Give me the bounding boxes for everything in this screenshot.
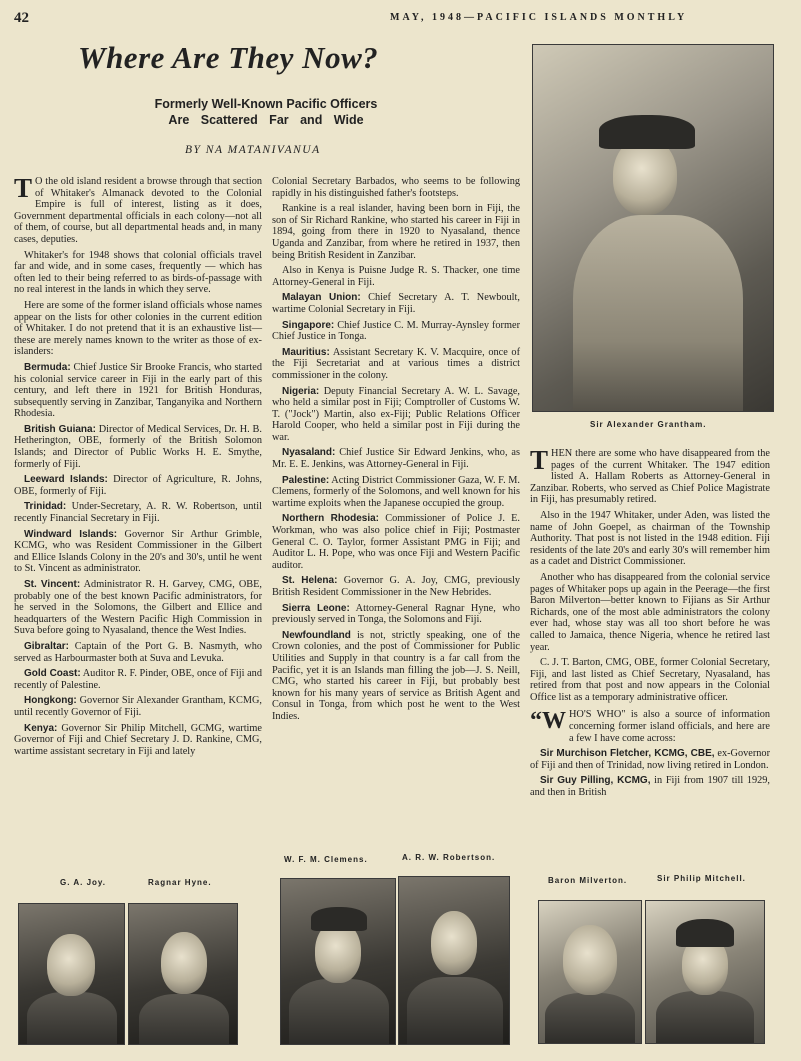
entry-british-guiana <box>14 424 262 470</box>
paragraph <box>530 709 770 744</box>
entry-text: Chief Secretary A. T. Newboult, wartime Colonial Secretary in Fiji. <box>272 292 520 315</box>
entry-trinidad <box>14 501 262 524</box>
entry-kenya <box>14 723 262 758</box>
caption-milverton: Baron Milverton. <box>548 876 628 885</box>
entry-text: Commissioner of Police J. E. Workman, who was also police chief in Fiji; Postmaster General C. O. Taylor, former Assistant PMG in Fiji; and Auditor L. H. Pope, who was once Fiji and Western Pacific auditor. <box>272 513 520 571</box>
entry-text: Chief Justice Sir Brooke Francis, who started his colonial service career in Fiji in the early part of this century, and left there in 1921 for British Honduras, subsequently serving in Zanzibar, Tanganyika and Northern Rhodesia. <box>14 361 262 420</box>
entry-nyasaland <box>272 447 520 470</box>
photo-grantham <box>532 44 774 412</box>
entry-text: Captain of the Port G. B. Nasmyth, who served as Harbourmaster both at Suva and Levuka. <box>14 640 262 664</box>
entry-sierra-leone <box>272 603 520 626</box>
entry-label: Kenya: <box>24 722 58 734</box>
photo-robertson <box>398 876 510 1045</box>
figure-body <box>407 977 503 1045</box>
photo-joy <box>18 903 125 1045</box>
entry-label: Palestine: <box>282 474 330 486</box>
photo-clemens <box>280 878 396 1045</box>
article-title: Where Are They Now? <box>78 40 379 75</box>
column-2 <box>272 176 520 727</box>
column-3 <box>530 445 771 803</box>
entry-text: in Fiji from 1907 till 1929, and then in British <box>530 775 771 799</box>
figure-head <box>161 932 207 994</box>
entry-northern-rhodesia <box>272 513 520 571</box>
entry-st-vincent <box>14 579 262 637</box>
paragraph: Colonial Secretary Barbados, who seems to be following rapidly in his distinguished father's footsteps. <box>272 176 520 199</box>
entry-text: Deputy Financial Secretary A. W. L. Savage, who held a similar post in Fiji; Comptroller of Customs W. T. ("Jock") Martin, also ex-Fiji; Public Relations Officer Harold Cooper, who held a similar post in Fiji during the war. <box>272 385 520 443</box>
entry-text: Director of Agriculture, R. Johns, OBE, formerly of Fiji. <box>14 474 263 497</box>
entry-text: Chief Justice C. M. Murray-Aynsley former Chief Justice in Tonga. <box>272 319 520 343</box>
photo-hyne <box>128 903 238 1045</box>
entry-text: Governor G. A. Joy, CMG, previously British Resident Commissioner in the New Hebrides. <box>272 575 520 598</box>
paragraph: Rankine is a real islander, having been born in Fiji, the son of Sir Richard Rankine, who started his career in Fiji in 1894, going from there in 1920 to Nyasaland, thence Uganda and Zanzibar, from where he retired in 1937, then being British Resident in Zanzibar. <box>272 203 520 261</box>
entry-text: Under-Secretary, A. R. W. Robertson, until recently Financial Secretary in Fiji. <box>14 501 262 525</box>
paragraph: Also in Kenya is Puisne Judge R. S. Thacker, one time Attorney-General in Fiji. <box>272 265 520 288</box>
figure-body <box>289 979 389 1045</box>
entry-text: Auditor R. F. Pinder, OBE, once of Fiji and recently of Palestine. <box>14 668 262 691</box>
entry-label: Leeward Islands: <box>24 474 108 486</box>
entry-label: Malayan Union: <box>282 292 361 304</box>
paragraph-text: HO'S WHO" is also a source of information concerning former island officials, and here are a few I have come across: <box>569 709 770 744</box>
entry-label: Northern Rhodesia: <box>282 513 379 525</box>
hat-shape <box>599 115 695 149</box>
entry-mauritius <box>272 347 520 382</box>
entry-text: Governor Sir Philip Mitchell, GCMG, wartime Governor of Fiji and Chief Secretary J. D. Rankine, CMG, wartime assistant secretary in Fiji and lately <box>14 722 262 757</box>
figure-body <box>545 993 635 1044</box>
caption-joy: G. A. Joy. <box>60 878 107 887</box>
entry-text: Acting District Commissioner Gaza, W. F. M. Clemens, formerly of the Solomons, and well known for his wartime exploits when the Japanese occupied the group. <box>272 474 520 509</box>
paragraph: Also in the 1947 Whitaker, under Aden, was listed the name of John Goepel, as chairman of the Township Authority. That post is not listed in the 1948 edition. Fiji residents of the late 20's and early 30's will remember him as a cadet and District Commissioner. <box>530 509 770 568</box>
entry-text: Governor Sir Alexander Grantham, KCMG, until recently Governor of Fiji. <box>14 695 262 718</box>
entry-pilling <box>530 775 770 798</box>
entry-gold-coast <box>14 668 262 691</box>
figure-body <box>139 994 229 1045</box>
entry-label: St. Helena: <box>282 575 338 587</box>
entry-text: ex-Governor of Fiji and then of Trinidad, now living retired in London. <box>530 748 771 771</box>
drop-cap: T <box>530 445 549 475</box>
entry-text: is not, strictly speaking, one of the Crown colonies, and the post of Commissioner for Public Utilities and Supply in that country is a far call from the Pacific, yet it is an Islands man filling the job—J. S. Neill, CMG, who started his career in Fiji, but probably best known for his many years of service as British Agent and Consul in Tonga, from which post he went to the West Indies. <box>272 629 520 722</box>
running-header: MAY, 1948—PACIFIC ISLANDS MONTHLY <box>390 12 688 23</box>
entry-text: Chief Justice Sir Edward Jenkins, who, as Mr. E. E. Jenkins, was Attorney-General in Fiji. <box>272 447 520 471</box>
paragraph-text: HEN there are some who have disappeared from the pages of the current Whitaker. The 1947 edition listed A. Hallam Roberts as Attorney-General in Zanzibar. Roberts, who served as Chief Police Magistrate in Fiji, has presumably retired. <box>530 448 770 506</box>
figure-body <box>656 991 754 1044</box>
page-number: 42 <box>14 10 29 26</box>
caption-hyne: Ragnar Hyne. <box>148 878 212 887</box>
entry-label: Nigeria: <box>282 385 320 397</box>
caption-robertson: A. R. W. Robertson. <box>402 853 496 862</box>
paragraph: Here are some of the former island officials whose names appear on the lists for other colonies in the current edition of Whitaker. I do not pretend that it is an exhaustive list—these are merely names known to the writer as those of ex-islanders: <box>14 299 262 358</box>
entry-st-helena <box>272 575 520 598</box>
paragraph: C. J. T. Barton, CMG, OBE, former Colonial Secretary, Fiji, and last listed as Chief Secretary, Nyasaland, has retired from that post and now appears in the Colonial Office list as a temporary administrative officer. <box>530 657 770 703</box>
entry-label: Windward Islands: <box>24 528 118 540</box>
entry-label: Gibraltar: <box>24 640 70 652</box>
subtitle-line-2: Are Scattered Far and Wide <box>168 113 364 127</box>
entry-label: Gold Coast: <box>24 668 81 680</box>
photo-mitchell <box>645 900 765 1044</box>
entry-text: Attorney-General Ragnar Hyne, who previously served in Tonga, the Solomons and Fiji. <box>272 602 520 626</box>
entry-label: Mauritius: <box>282 346 330 358</box>
entry-label: Trinidad: <box>24 501 67 513</box>
paragraph: Whitaker's for 1948 shows that colonial officials travel far and wide, and in some cases, frequently — which has often led to their being referred to as birds-of-passage with no real interest in the lands in which they serve. <box>14 249 262 296</box>
entry-bermuda <box>14 362 262 420</box>
drop-cap: T <box>14 173 33 203</box>
entry-label: Nyasaland: <box>282 447 336 459</box>
cap-shape <box>311 907 367 931</box>
entry-nigeria <box>272 386 520 444</box>
entry-windward-islands <box>14 529 262 575</box>
figure-body <box>27 992 117 1045</box>
entry-leeward-islands <box>14 474 262 497</box>
entry-label: Hongkong: <box>24 695 77 707</box>
article-subtitle <box>126 96 406 128</box>
drop-cap: “W <box>530 708 566 735</box>
entry-malayan-union <box>272 292 520 315</box>
cap-shape <box>676 919 734 947</box>
figure-head <box>563 925 617 995</box>
entry-text: Director of Medical Services, Dr. H. B. Hetherington, OBE, formerly of the British Solomon Islands; and Director of Public Works H. E. Smythe, formerly of Fiji. <box>14 423 262 470</box>
column-1 <box>14 173 263 761</box>
entry-gibraltar <box>14 641 262 664</box>
entry-label: Newfoundland <box>282 629 351 641</box>
paragraph <box>530 445 770 506</box>
paragraph <box>14 173 262 246</box>
photo-milverton <box>538 900 642 1044</box>
entry-newfoundland <box>272 630 520 723</box>
entry-label: St. Vincent: <box>24 579 81 590</box>
figure-head <box>47 934 95 996</box>
paragraph-text: O the old island resident a browse through that section of Whitaker's Almanack devoted to the Colonial Empire is full of interest, listing as it does, Government departmental officials in each colony—not all of them, of course, but all departmental heads and, in many cases, deputies. <box>14 176 262 245</box>
caption-grantham: Sir Alexander Grantham. <box>590 420 707 429</box>
figure-head <box>431 911 477 975</box>
caption-clemens: W. F. M. Clemens. <box>284 855 368 864</box>
paragraph: Another who has disappeared from the colonial service pages of Whitaker pops up again in the Peerage—the first Baron Milverton—better known to Fijians as Sir Arthur Richards, one of the most able administrators the colony ever had, whose stay was all too short before he was called to Jamaica, thence Nigeria, whence he retired last year. <box>530 571 770 653</box>
entry-text: Assistant Secretary K. V. Macquire, once of the Fiji Secretariat and at various times a district commissioner in the colony. <box>272 346 520 381</box>
entry-palestine <box>272 475 520 510</box>
entry-label: Sir Guy Pilling, KCMG, <box>540 775 651 787</box>
entry-text: Governor Sir Arthur Grimble, KCMG, who was Resident Commissioner in the Gilbert and Ellice Islands Colony in the 20's and 30's, until he went to St. Vincent as administrator. <box>14 528 262 575</box>
byline: BY NA MATANIVANUA <box>185 144 321 156</box>
subtitle-line-1: Formerly Well-Known Pacific Officers <box>154 97 378 111</box>
entry-label: Sierra Leone: <box>282 602 350 614</box>
entry-label: Singapore: <box>282 319 335 331</box>
entry-label: Bermuda: <box>24 361 71 373</box>
entry-fletcher <box>530 748 770 771</box>
entry-singapore <box>272 320 520 343</box>
entry-label: Sir Murchison Fletcher, KCMG, CBE, <box>540 748 715 760</box>
figure-body <box>573 215 743 412</box>
entry-hongkong <box>14 695 262 718</box>
entry-text: Administrator R. H. Garvey, CMG, OBE, probably one of the best known Pacific administrators, for he served in the Solomons, the Gilbert and Ellice and headquarters of the Western Pacific High Commission in Suva before going to Nyasaland, thence the West Indies. <box>14 579 263 637</box>
entry-label: British Guiana: <box>24 423 96 435</box>
caption-mitchell: Sir Philip Mitchell. <box>657 874 746 883</box>
